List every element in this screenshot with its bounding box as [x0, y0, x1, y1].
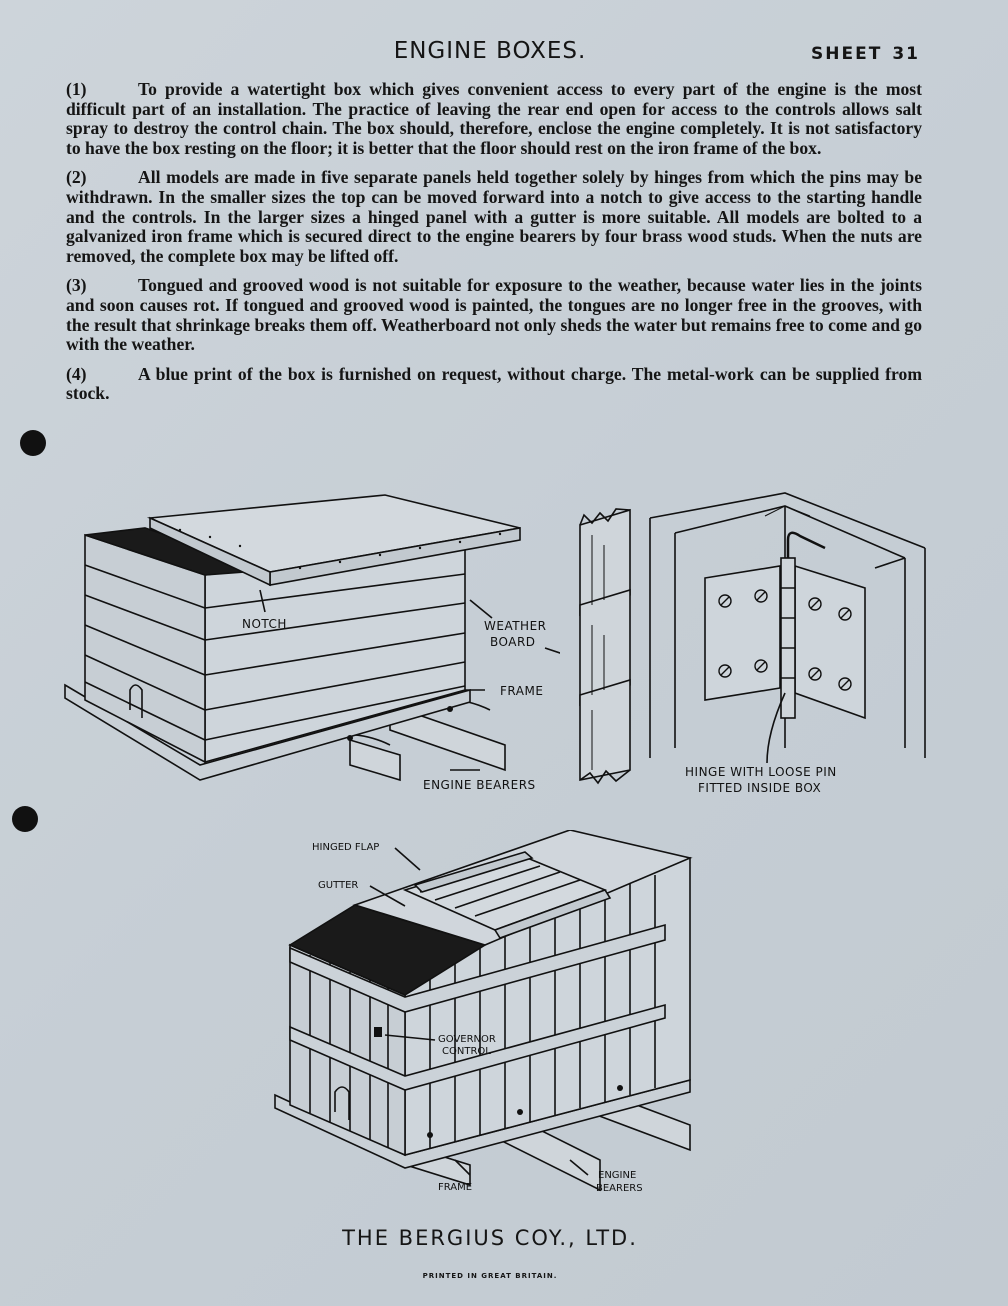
label-weather-board-1: WEATHER	[484, 619, 547, 633]
label-frame: FRAME	[500, 684, 544, 698]
punch-hole-bottom	[12, 806, 38, 832]
label-governor-2: CONTROL	[442, 1046, 491, 1057]
label-engine-2: BEARERS	[596, 1183, 643, 1194]
engine-box-small-illustration	[60, 490, 560, 800]
paragraph-number: (2)	[66, 167, 87, 188]
label-hinged-flap: HINGED FLAP	[312, 842, 380, 853]
label-gutter: GUTTER	[318, 880, 359, 891]
paragraph-number: (4)	[66, 363, 87, 384]
label-governor-1: GOVERNOR	[438, 1034, 496, 1045]
label-hinge-caption-2: FITTED INSIDE BOX	[698, 781, 822, 795]
paragraph-text: To provide a watertight box which gives convenient access to every part of the engine is the most difficult part of an installation. The practice of leaving the rear end open for access to the controls allows salt spray to destroy the control chain. The box should, therefore, enclose the engine completely. It is not satisfactory to have the box resting on the floor; it is better that the floor should rest on the iron frame of the box.	[66, 79, 922, 158]
printed-notice: PRINTED IN GREAT BRITAIN.	[422, 1272, 558, 1280]
label-weather-board-2: BOARD	[490, 635, 536, 649]
paragraph-1	[66, 80, 922, 158]
hinge-caption	[660, 762, 920, 798]
label-hinge-caption-1: HINGE WITH LOOSE PIN	[685, 765, 837, 779]
paragraph-number: (3)	[66, 275, 87, 296]
weatherboard-section-illustration	[570, 505, 640, 790]
paragraph-text: All models are made in five separate panels held together solely by hinges from which the pins may be withdrawn. In the smaller sizes the top can be moved forward into a notch to give access to the starting handle and the controls. In the larger sizes a hinged panel with a gutter is more suitable. All models are bolted to a galvanized iron frame which is secured direct to the engine bearers by four brass wood studs. When the nuts are removed, the complete box may be lifted off.	[66, 167, 922, 266]
label-engine-1: ENGINE	[598, 1170, 637, 1181]
sheet-number-value: 31	[892, 44, 920, 64]
paragraph-text: A blue print of the box is furnished on request, without charge. The metal-work can be supplied from stock.	[66, 363, 922, 404]
body-text	[66, 80, 922, 414]
label-frame: FRAME	[438, 1182, 473, 1193]
paragraph-4	[66, 365, 922, 404]
punch-hole-top	[20, 430, 46, 456]
paragraph-number: (1)	[66, 79, 87, 99]
paragraph-3	[66, 276, 922, 354]
paragraph-text: Tongued and grooved wood is not suitable for exposure to the weather, because water lies in the joints and soon causes rot. If tongued and grooved wood is painted, the tongues are no longer free in the grooves, with the result that shrinkage breaks them off. Weatherboard not only sheds the water but remains free to come and go with the weather.	[66, 275, 922, 355]
paragraph-2	[66, 168, 922, 266]
page-title: ENGINE BOXES.	[393, 38, 587, 64]
label-notch: NOTCH	[242, 617, 287, 631]
engine-box-large-illustration	[270, 830, 710, 1200]
sheet-label: SHEET	[811, 44, 883, 64]
label-engine-bearers: ENGINE BEARERS	[423, 778, 536, 792]
company-name: THE BERGIUS COY., LTD.	[342, 1226, 638, 1250]
hinge-detail-illustration	[645, 488, 930, 798]
sheet-number	[811, 44, 920, 64]
